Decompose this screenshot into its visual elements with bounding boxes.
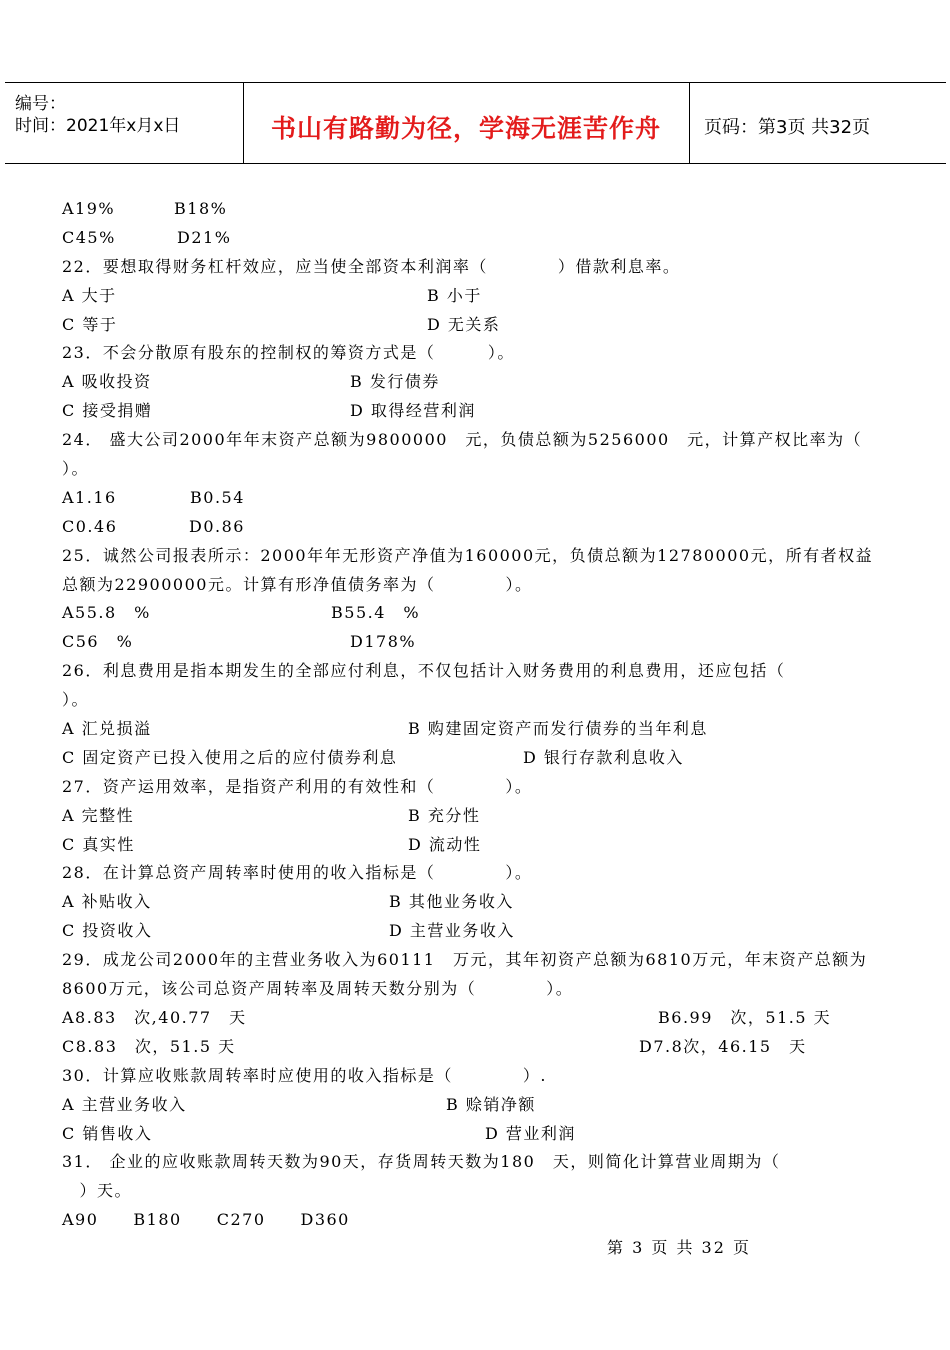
option-text: D0.86 — [189, 516, 245, 536]
text-line — [62, 1206, 888, 1235]
text-line — [62, 224, 888, 253]
text-line — [62, 744, 888, 773]
option-text: B 发行债券 — [350, 372, 440, 392]
text-line — [62, 513, 888, 542]
page-info: 页码：第3页 共32页 — [704, 117, 871, 138]
text-line — [62, 426, 888, 455]
text-line — [62, 282, 888, 311]
text-line — [62, 599, 888, 628]
line-text: 31． 企业的应收账款周转天数为90天，存货周转天数为180 天，则简化计算营业周期为（ — [62, 1152, 781, 1172]
line-text: 29．成龙公司2000年的主营业务收入为60111 万元，其年初资产总额为6810万元，年末资产总额为 — [62, 950, 868, 970]
option-text: B 充分性 — [408, 805, 481, 825]
line-text: C 固定资产已投入使用之后的应付债券利息 — [62, 747, 398, 767]
text-line — [62, 368, 888, 397]
text-line — [62, 571, 888, 600]
document-number-label: 编号： — [15, 94, 66, 114]
line-text: 28．在计算总资产周转率时使用的收入指标是（ ）。 — [62, 863, 533, 883]
text-line — [62, 917, 888, 946]
line-text: A8.83 次,40.77 天 — [62, 1007, 247, 1027]
line-text: C 真实性 — [62, 834, 135, 854]
text-line — [62, 831, 888, 860]
text-line — [62, 1004, 888, 1033]
text-line — [62, 628, 888, 657]
line-text: A 补贴收入 — [62, 892, 152, 912]
line-text: A 大于 — [62, 285, 117, 305]
option-text: B6.99 次，51.5 天 — [658, 1007, 832, 1027]
option-text: B55.4 % — [331, 603, 421, 623]
line-text: A19% — [62, 199, 116, 218]
line-text: 8600万元，该公司总资产周转率及周转天数分别为（ ）。 — [62, 979, 574, 999]
footer-page-number: 第 3 页 共 32 页 — [607, 1238, 751, 1257]
option-text: B 购建固定资产而发行债券的当年利息 — [408, 719, 708, 739]
line-text: A 完整性 — [62, 805, 135, 825]
question-content — [62, 195, 888, 1235]
option-text: D 银行存款利息收入 — [523, 747, 684, 767]
line-text: 23．不会分散原有股东的控制权的筹资方式是（ ）。 — [62, 343, 515, 363]
option-text: B 赊销净额 — [446, 1094, 536, 1114]
option-text: D 营业利润 — [485, 1123, 576, 1143]
option-text: B0.54 — [190, 487, 245, 507]
line-text: 总额为22900000元。计算有形净值债务率为（ ）。 — [62, 574, 533, 594]
motto-text: 书山有路勤为径，学海无涯苦作舟 — [270, 114, 661, 143]
text-line — [62, 1091, 888, 1120]
line-text: 26．利息费用是指本期发生的全部应付利息，不仅包括计入财务费用的利息费用，还应包括（ — [62, 661, 786, 681]
text-line — [62, 397, 888, 426]
option-text: D21% — [177, 227, 232, 247]
line-text: C45% — [62, 227, 116, 247]
option-text: D 流动性 — [408, 834, 482, 854]
line-text: 27．资产运用效率，是指资产利用的有效性和（ ）。 — [62, 776, 533, 796]
header-meta-cell — [5, 83, 244, 163]
line-text: C 等于 — [62, 314, 118, 334]
text-line — [62, 1148, 888, 1177]
text-line — [62, 975, 888, 1004]
text-line — [62, 859, 888, 888]
option-text: D 取得经营利润 — [350, 401, 476, 421]
line-text: ）天。 — [62, 1181, 133, 1201]
line-text: 24． 盛大公司2000年年末资产总额为9800000 元，负债总额为5256000 元，计算产权比率为（ — [62, 430, 863, 450]
line-text: ）。 — [62, 690, 90, 710]
line-text: A 吸收投资 — [62, 372, 152, 392]
text-line — [62, 1120, 888, 1149]
text-line — [62, 195, 888, 224]
text-line — [62, 888, 888, 917]
page-header — [5, 82, 946, 164]
option-text: B 小于 — [427, 285, 482, 305]
line-text: C8.83 次，51.5 天 — [62, 1036, 236, 1056]
option-text: B18% — [174, 199, 228, 218]
line-text: A 主营业务收入 — [62, 1094, 187, 1114]
text-line — [62, 773, 888, 802]
option-text: B 其他业务收入 — [389, 892, 514, 912]
line-text: A90 B180 C270 D360 — [62, 1210, 350, 1230]
text-line — [62, 802, 888, 831]
text-line — [62, 455, 888, 484]
document-time-label: 时间：2021年x月x日 — [15, 116, 181, 136]
line-text: C0.46 — [62, 516, 118, 536]
line-text: 30．计算应收账款周转率时应使用的收入指标是（ ）. — [62, 1065, 547, 1085]
option-text: D7.8次，46.15 天 — [639, 1036, 807, 1056]
option-text: D 主营业务收入 — [389, 921, 515, 941]
line-text: ）。 — [62, 459, 90, 479]
header-motto-cell — [243, 83, 690, 163]
text-line — [62, 657, 888, 686]
text-line — [62, 686, 888, 715]
line-text: C56 % — [62, 632, 134, 652]
text-line — [62, 339, 888, 368]
line-text: C 接受捐赠 — [62, 401, 153, 421]
text-line — [62, 1033, 888, 1062]
option-text: D 无关系 — [427, 314, 501, 334]
text-line — [62, 542, 888, 571]
text-line — [62, 1062, 888, 1091]
text-line — [62, 253, 888, 282]
option-text: D178% — [350, 632, 417, 652]
text-line — [62, 484, 888, 513]
text-line — [62, 1177, 888, 1206]
line-text: 25．诚然公司报表所示：2000年年无形资产净值为160000元，负债总额为12780000元，所有者权益 — [62, 545, 874, 565]
text-line — [62, 946, 888, 975]
text-line — [62, 311, 888, 340]
line-text: C 销售收入 — [62, 1123, 153, 1143]
line-text: A55.8 % — [62, 603, 151, 623]
line-text: 22．要想取得财务杠杆效应，应当使全部资本利润率（ ）借款利息率。 — [62, 256, 681, 276]
line-text: A 汇兑损溢 — [62, 719, 152, 739]
text-line — [62, 715, 888, 744]
header-page-cell — [690, 83, 946, 163]
line-text: A1.16 — [62, 487, 117, 507]
line-text: C 投资收入 — [62, 921, 153, 941]
